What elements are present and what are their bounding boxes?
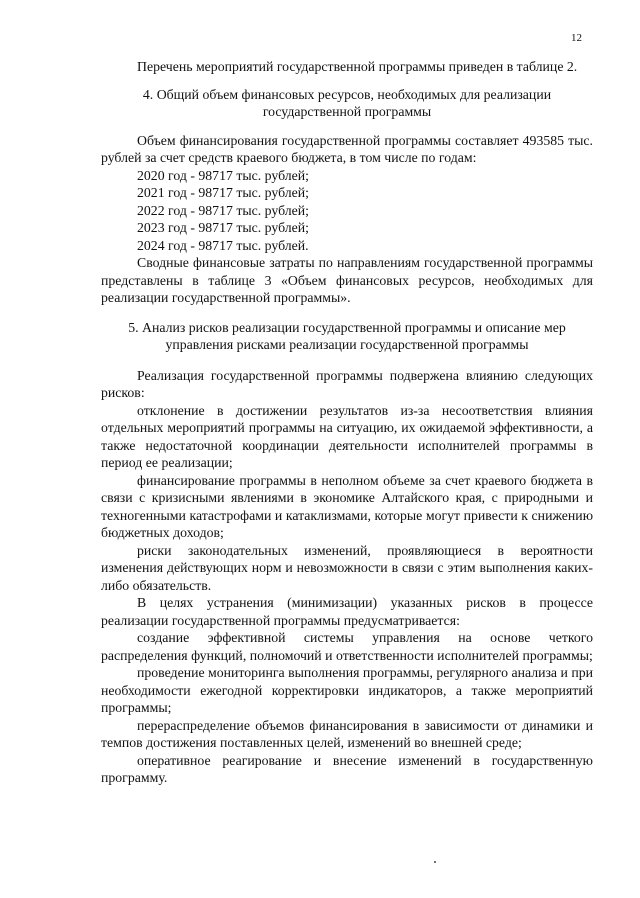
measure-item-response: оперативное реагирование и внесение изменений в государственную программу.	[101, 752, 593, 785]
intro-paragraph: Перечень мероприятий государственной программы приведен в таблице 2.	[137, 59, 578, 74]
summary-costs-paragraph: Сводные финансовые затраты по направлениям государственной программы представлены в таблице 3 «Объем финансовых ресурсов, необходимых для реализации государственной программы».	[101, 255, 593, 305]
section-4-heading: 4. Общий объем финансовых ресурсов, необходимых для реализации государственной программы	[142, 86, 552, 119]
measure-item-management: создание эффективной системы управления на основе четкого распределения функций, полномочий и ответственности исполнителей программы;	[101, 630, 593, 663]
section-5-heading: 5. Анализ рисков реализации государственной программы и описание мер управления рисками реализации государственной программы	[128, 319, 566, 352]
measures-intro-paragraph: В целях устранения (минимизации) указанных рисков в процессе реализации государственной программы предусматривается:	[101, 595, 593, 628]
year-line-2021: 2021 год - 98717 тыс. рублей;	[137, 185, 309, 200]
document-body	[101, 58, 593, 787]
risk-item-financing: финансирование программы в неполном объеме за счет краевого бюджета в связи с кризисными явлениями в экономике Алтайского края, с природными и техногенными катастрофами и катаклизмами, которые могут привести к снижению бюджетных доходов;	[101, 472, 593, 540]
risk-item-legislation: риски законодательных изменений, проявляющиеся в вероятности изменения действующих норм и невозможности в связи с этим выполнения каких-либо обязательств.	[101, 542, 593, 593]
page-number: 12	[571, 32, 582, 44]
year-line-2023: 2023 год - 98717 тыс. рублей;	[137, 220, 309, 235]
scan-speck	[434, 861, 436, 863]
year-line-2024: 2024 год - 98717 тыс. рублей.	[137, 237, 309, 253]
year-line-2020: 2020 год - 98717 тыс. рублей;	[137, 167, 309, 183]
financing-paragraph: Объем финансирования государственной программы составляет 493585 тыс. рублей за счет средств краевого бюджета, в том числе по годам:	[101, 132, 593, 165]
measure-item-redistribution: перераспределение объемов финансирования в зависимости от динамики и темпов достижения поставленных целей, изменений во внешней среде;	[101, 717, 593, 750]
measure-item-monitoring: проведение мониторинга выполнения программы, регулярного анализа и при необходимости ежегодной корректировки индикаторов, а также мероприятий программы;	[101, 665, 593, 715]
year-line-2022: 2022 год - 98717 тыс. рублей;	[137, 202, 309, 218]
risks-intro-paragraph: Реализация государственной программы подвержена влиянию следующих рисков:	[101, 367, 593, 400]
risk-item-deviation: отклонение в достижении результатов из-за несоответствия влияния отдельных мероприятий программы на ситуацию, их ожидаемой эффективности, а также недостаточной координации деятельности исполнителей программы в период ее реализации;	[101, 402, 593, 470]
